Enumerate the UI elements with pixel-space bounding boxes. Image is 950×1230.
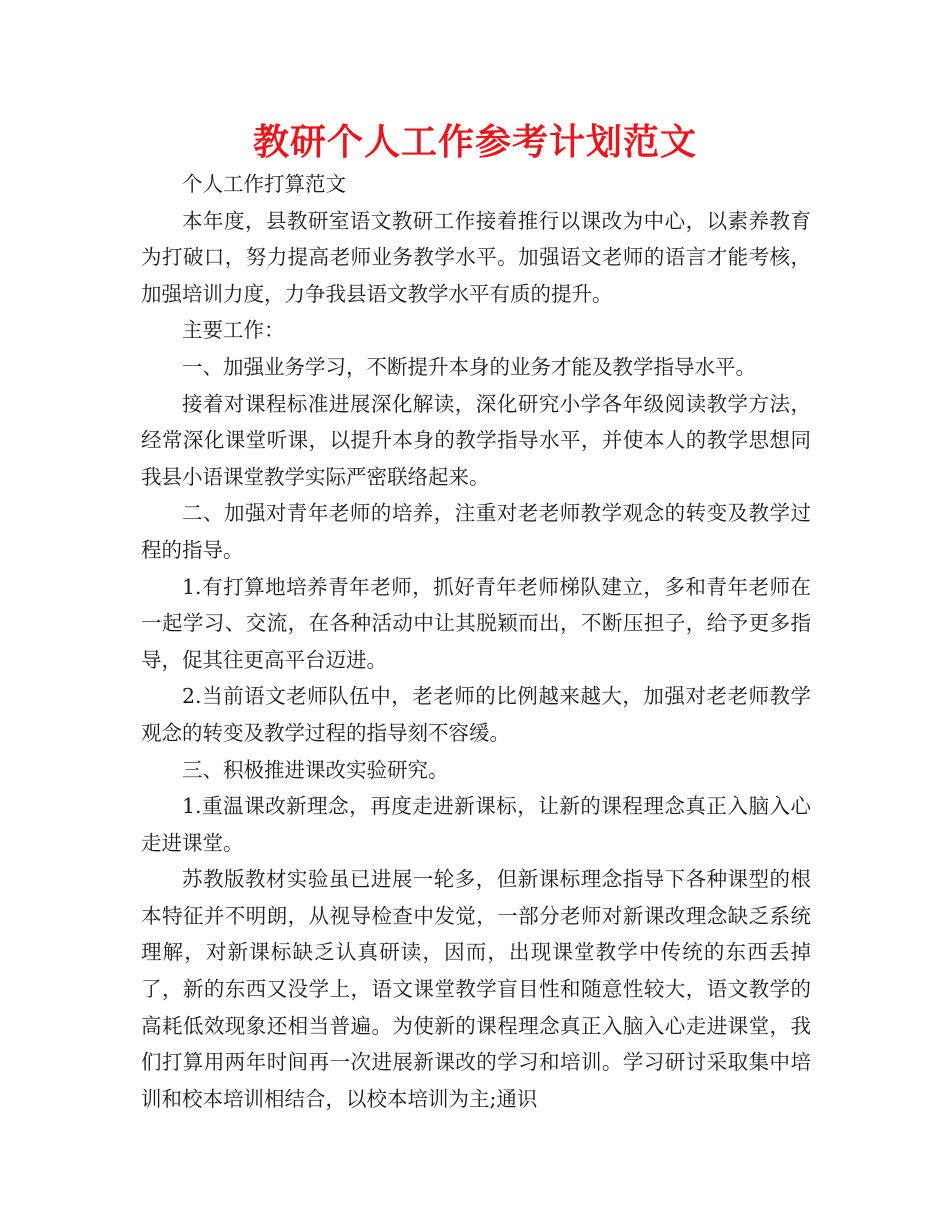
paragraph-section-one-body: 接着对课程标准进展深化解读，深化研究小学各年级阅读教学方法，经常深化课堂听课，以提升本身的教学指导水平，并使本人的教学思想同我县小语课堂教学实际严密联络起来。 [141,391,811,489]
paragraph-section-two-item-1: 1.有打算地培养青年老师，抓好青年老师梯队建立，多和青年老师在一起学习、交流，在各种活动中让其脱颖而出，不断压担子，给予更多指导，促其往更高平台迈进。 [141,574,811,672]
paragraph-section-one-heading: 一、加强业务学习，不断提升本身的业务才能及教学指导水平。 [182,354,756,379]
paragraph-section-two-heading: 二、加强对青年老师的培养，注重对老老师教学观念的转变及教学过程的指导。 [141,501,811,562]
document-body [141,166,811,1117]
paragraph-intro: 本年度，县教研室语文教研工作接着推行以课改为中心，以素养教育为打破口，努力提高老师业务教学水平。加强语文老师的语言才能考核，加强培训力度，力争我县语文教学水平有质的提升。 [141,208,811,306]
document-title: 教研个人工作参考计划范文 [252,122,697,163]
paragraph-section-three-body: 苏教版教材实验虽已进展一轮多，但新课标理念指导下各种课型的根本特征并不明朗，从视导检查中发觉，一部分老师对新课改理念缺乏系统理解，对新课标缺乏认真研读，因而，出现课堂教学中传统的东西丢掉了，新的东西又没学上，语文课堂教学盲目性和随意性较大，语文教学的高耗低效现象还相当普遍。为使新的课程理念真正入脑入心走进课堂，我们打算用两年时间再一次进展新课改的学习和培训。学习研讨采取集中培训和校本培训相结合，以校本培训为主;通识 [141,867,811,1111]
paragraph-section-two-item-2: 2.当前语文老师队伍中，老老师的比例越来越大，加强对老老师教学观念的转变及教学过程的指导刻不容缓。 [141,684,811,745]
paragraph-main-work-heading: 主要工作： [182,318,285,343]
paragraph-section-three-item-1: 1.重温课改新理念，再度走进新课标，让新的课程理念真正入脑入心走进课堂。 [141,794,811,855]
paragraph-subtitle: 个人工作打算范文 [182,172,346,196]
paragraph-section-three-heading: 三、积极推进课改实验研究。 [182,757,449,782]
